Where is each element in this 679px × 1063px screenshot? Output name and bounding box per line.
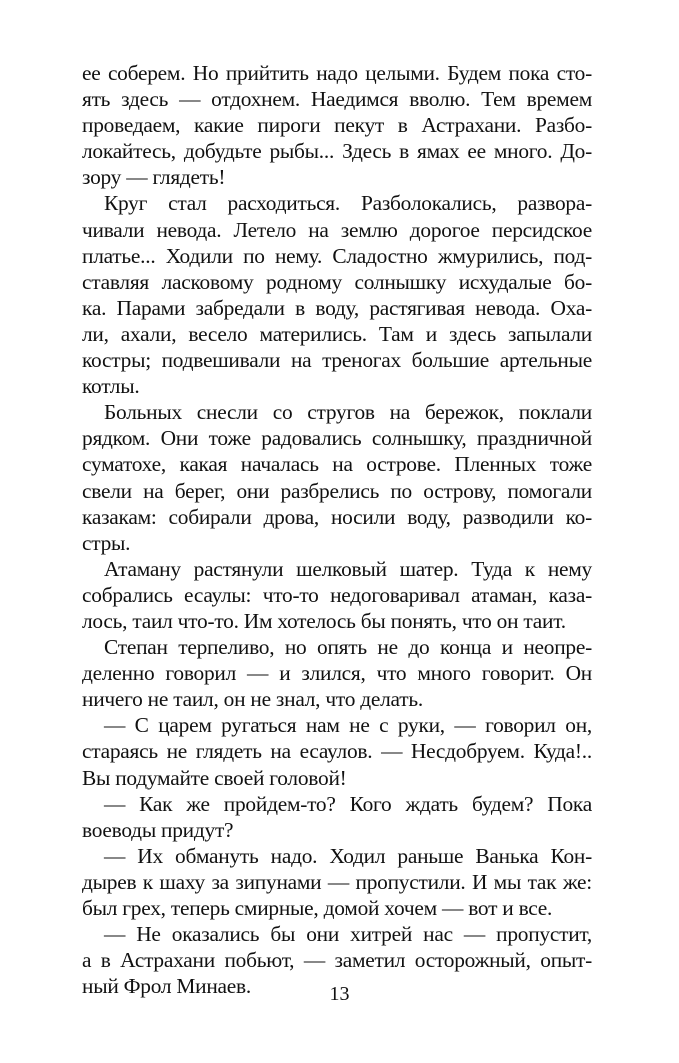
text-line: ка. Парами забредали в воду, растягивая невода. Оха-	[82, 295, 592, 320]
text-line: рядком. Они тоже радовались солнышку, праздничной	[82, 426, 592, 451]
text-line: чивали невода. Летело на землю дорогое персидское	[82, 217, 592, 242]
text-line: платье... Ходили по нему. Сладостно жмурились, под-	[82, 243, 592, 268]
text-line: — Их обмануть надо. Ходил раньше Ванька Кон-	[104, 843, 592, 868]
text-line: ставляя ласковому родному солнышку исхудалые бо-	[82, 269, 592, 294]
text-line: — С царем ругаться нам не с руки, — говорил он,	[104, 713, 592, 738]
text-line: костры; подвешивали на треногах большие артельные	[82, 348, 592, 373]
paragraph	[82, 399, 592, 556]
text-line: локайтесь, добудьте рыбы... Здесь в ямах ее много. До-	[82, 139, 592, 164]
text-line: ее соберем. Но прийтить надо целыми. Будем пока сто-	[82, 61, 592, 85]
paragraph	[82, 60, 592, 190]
text-line: ли, ахали, весело матерились. Там и здесь запылали	[82, 321, 592, 346]
text-line: деленно говорил — и злился, что много говорит. Он	[82, 661, 592, 686]
text-line: свели на берег, они разбрелись по острову, помогали	[82, 478, 592, 503]
text-line: Больных снесли со стругов на бережок, поклали	[104, 400, 592, 425]
paragraph	[82, 712, 592, 790]
text-line: ничего не таил, он не знал, что делать.	[82, 687, 423, 712]
text-line: был грех, теперь смирные, домой хочем — вот и все.	[82, 896, 553, 920]
text-line: — Как же пройдем-то? Кого ждать будем? Пока	[104, 791, 592, 816]
text-line: стры.	[82, 530, 131, 555]
text-line: а в Астрахани побьют, — заметил осторожный, опыт-	[82, 948, 592, 973]
text-line: Атаману растянули шелковый шатер. Туда к нему	[104, 556, 592, 581]
page-number: 13	[329, 983, 350, 1005]
text-line: лось, таил что-то. Им хотелось бы понять, что он таит.	[82, 608, 566, 633]
text-line: дырев к шаху за зипунами — пропустили. И мы так же:	[82, 869, 592, 894]
paragraph	[82, 634, 592, 712]
text-line: Вы подумайте своей головой!	[82, 765, 347, 790]
paragraph	[82, 190, 592, 399]
text-line: — Не оказались бы они хитрей нас — пропустит,	[104, 922, 592, 947]
paragraph	[82, 556, 592, 634]
page-body	[82, 60, 592, 999]
text-line: зору — глядеть!	[82, 165, 226, 190]
text-line: ять здесь — отдохнем. Наедимся вволю. Тем времем	[82, 87, 592, 112]
text-line: воеводы придут?	[82, 817, 234, 842]
text-line: проведаем, какие пироги пекут в Астрахани. Разбо-	[82, 113, 592, 138]
text-line: ный Фрол Минаев.	[82, 974, 251, 999]
text-line: суматохе, какая началась на острове. Пленных тоже	[82, 452, 592, 477]
text-line: Степан терпеливо, но опять не до конца и неопре-	[104, 635, 592, 660]
text-line: Круг стал расходиться. Разболокались, развора-	[104, 191, 592, 216]
text-line: казакам: собирали дрова, носили воду, разводили ко-	[82, 504, 592, 529]
paragraph	[82, 791, 592, 843]
text-line: котлы.	[82, 374, 140, 399]
text-line: собрались есаулы: что-то недоговаривал атаман, каза-	[82, 582, 592, 607]
paragraph	[82, 843, 592, 921]
text-line: стараясь не глядеть на есаулов. — Несдобруем. Куда!..	[82, 739, 592, 764]
